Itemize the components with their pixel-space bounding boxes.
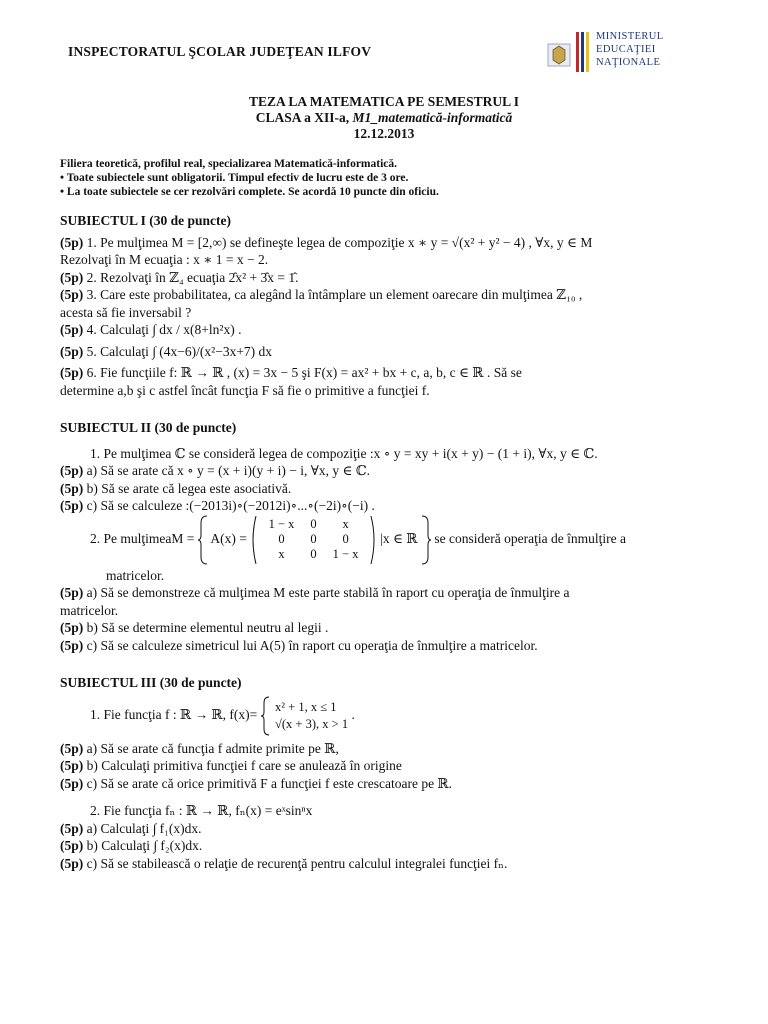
s3-p1-b [60,757,750,775]
s2-p1-c [60,497,750,515]
instruction-line-3: • La toate subiectele se cer rezolvări complete. Se acordă 10 puncte din oficiu. [60,186,439,198]
item-text: 6. Fie funcţiile f: ℝ → ℝ , (x) = 3x − 5 şi F(x) = ax² + bx + c, a, b, c ∈ ℝ . Să se [86,365,522,380]
points: (5p) [60,758,84,773]
item-text: c) Să se calculeze :(−2013i)∘(−2012i)∘...∘(−2i)∘(−i) . [86,498,375,513]
matrix-label: A(x) = [210,530,251,546]
points: (5p) [60,838,84,853]
item-text: 2. Rezolvaţi în ℤ₄ ecuaţia 2̂x² + 3̂x = 1̂. [86,269,299,285]
exam-date: 12.12.2013 [353,126,415,141]
ministry-line-1: MINISTERUL [596,31,664,42]
title-class: CLASA a XII-a, [255,110,353,125]
inspectorate-name: INSPECTORATUL ŞCOLAR JUDEŢEAN ILFOV [68,44,372,59]
right-brace-icon [421,515,431,565]
matrix [261,517,367,562]
piece-1: x² + 1, x ≤ 1 [275,699,337,714]
title-profile: M1_matematică-informatică [352,110,513,125]
exam-title [0,94,768,142]
item-text: c) Să se calculeze simetricul lui A(5) în raport cu operaţia de înmulţire a matricelor. [86,637,538,653]
ministry-logo [546,30,726,78]
points: (5p) [60,287,84,302]
s1-item-1 [60,234,750,252]
left-brace-icon [198,515,208,565]
item-text: a) Calculaţi ∫ f₁(x)dx. [86,820,202,836]
s2-p2-a [60,584,750,602]
matrix-cell: 0 [310,532,317,546]
points: (5p) [60,234,84,250]
points: (5p) [60,463,84,478]
points: (5p) [60,820,84,836]
s1-item-1-cont [60,251,750,269]
header [68,31,728,82]
s2-p2-c [60,637,750,655]
s1-item-5 [60,343,750,361]
item-text: 2. Pe mulţimeaM = [90,530,198,546]
ministry-line-3: NAŢIONALE [596,57,661,68]
instruction-line-1: Filiera teoretică, profilul real, specializarea Matematică-informatică. [60,158,398,170]
item-text: c) Să se stabilească o relaţie de recurenţă pentru calculul integralei funcţiei fₙ. [86,855,508,871]
item-text: a) Să se arate că x ∘ y = (x + i)(y + i) − i, ∀x, y ∈ ℂ. [86,463,371,478]
matrix-cell: 1 − x [332,547,359,561]
points: (5p) [60,585,84,600]
section-3-title: SUBIECTUL III (30 de puncte) [60,675,242,690]
s3-p1-a [60,740,750,758]
item-text: b) Să se arate că legea este asociativă. [86,480,292,496]
s3-p2-c [60,855,750,873]
matrix-cell: 0 [278,532,285,546]
matrix-cell: 0 [310,547,317,561]
points: (5p) [60,740,84,756]
item-text: b) Calculaţi primitiva funcţiei f care se anulează în origine [86,758,402,773]
points: (5p) [60,343,84,359]
item-text: Rezolvaţi în M ecuaţia : x ∗ 1 = x − 2. [60,252,269,267]
item-text: 1. Pe mulţimea M = [2,∞) se defineşte legea de compoziţie x ∗ y = √(x² + y² − 4) , ∀x, y ∈ M [86,234,593,250]
s2-p1-a [60,462,750,480]
title-line-1: TEZA LA MATEMATICA PE SEMESTRUL I [249,94,519,109]
matrix-cell: x [278,547,285,561]
exam-content [60,212,750,872]
item-text: a) Să se arate că funcţia f admite primite pe ℝ, [86,740,339,756]
points: (5p) [60,480,84,496]
item-text: c) Să se arate că orice primitivă F a funcţiei f este crescatoare pe ℝ. [86,775,453,791]
item-text: se consideră operaţia de înmulţire a [434,530,626,546]
instructions [60,157,740,199]
s3-p1-c [60,775,750,793]
s1-item-3-cont [60,304,750,322]
s2-p2-b [60,619,750,637]
item-text: b) Să se determine elementul neutru al legii . [86,620,329,635]
s2-problem-1: 1. Pe mulţimea ℂ se consideră legea de compoziţie :x ∘ y = xy + i(x + y) − (1 + i), ∀x, y ∈ ℂ. [90,445,598,461]
item-text: 1. Fie funcţia f : ℝ → ℝ, f(x)= [90,706,258,722]
s3-problem-2: 2. Fie funcţia fₙ : ℝ → ℝ, fₙ(x) = eˣsinⁿx [90,803,313,818]
title-line-2 [0,110,768,126]
s2-p2-a-cont: matricelor. [60,602,119,618]
piecewise-definition [275,699,348,733]
left-paren-icon [250,515,257,565]
section-2-title: SUBIECTUL II (30 de puncte) [60,420,237,435]
s2-p2-cont: matricelor. [106,567,165,583]
points: (5p) [60,637,84,653]
item-text: b) Calculaţi ∫ f₂(x)dx. [86,838,203,853]
points: (5p) [60,775,84,791]
s2-p1-b [60,480,750,498]
matrix-cell: x [342,517,349,531]
s1-item-4 [60,321,750,339]
matrix-cell: 0 [310,517,317,531]
s1-item-6-cont [60,382,750,400]
left-brace-icon [261,696,270,736]
condition: |x ∈ ℝ [380,530,418,546]
item-text: determine a,b şi c astfel încât funcţia F să fie o primitive a funcţiei f. [60,382,430,398]
matrix-cell: 0 [342,532,349,546]
section-1-title: SUBIECTUL I (30 de puncte) [60,213,232,228]
ministry-line-2: EDUCAŢIEI [596,44,656,55]
period: . [351,706,355,722]
s3-p2-a [60,820,750,838]
s1-item-3 [60,286,750,304]
piece-2: √(x + 3), x > 1 [275,716,349,731]
item-text: 5. Calculaţi ∫ (4x−6)/(x²−3x+7) dx [86,343,273,359]
right-paren-icon [370,515,377,565]
ministry-text [596,30,664,69]
ministry-emblem-icon [546,30,592,76]
s1-item-6 [60,364,750,382]
matrix-cell: 1 − x [268,517,295,531]
s3-p2-b [60,837,750,855]
points: (5p) [60,269,84,285]
points: (5p) [60,498,84,513]
item-text: acesta să fie inversabil ? [60,304,192,320]
instruction-line-2: • Toate subiectele sunt obligatorii. Timpul efectiv de lucru este de 3 ore. [60,172,409,184]
s1-item-2 [60,269,750,287]
item-text: 3. Care este probabilitatea, ca alegând la întâmplare un element oarecare din mulţimea ℤ₁₀ , [86,287,583,302]
points: (5p) [60,322,84,337]
s2-problem-2 [60,515,750,567]
points: (5p) [60,620,84,635]
points: (5p) [60,365,84,380]
item-text: 4. Calculaţi ∫ dx / x(8+ln²x) . [86,322,242,337]
item-text: a) Să se demonstreze că mulţimea M este parte stabilă în raport cu operaţia de înmulţire a [86,585,570,600]
points: (5p) [60,855,84,871]
s3-problem-1 [60,696,750,736]
